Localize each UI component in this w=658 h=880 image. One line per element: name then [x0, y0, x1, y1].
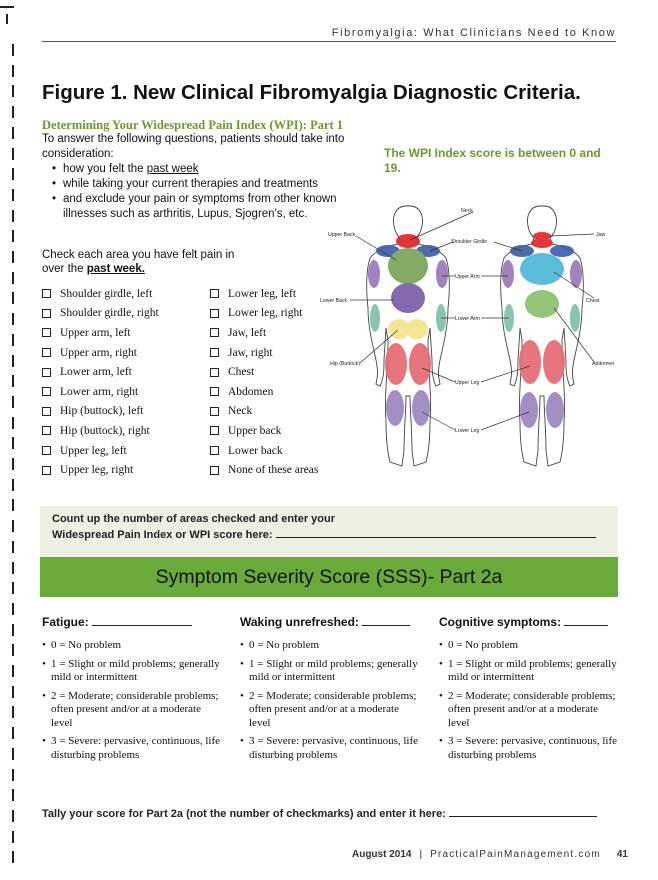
- margin-tick: [12, 624, 14, 636]
- checklist-label: Shoulder girdle, left: [60, 287, 153, 300]
- checklist-item[interactable]: [42, 460, 159, 480]
- leader-jaw: [550, 234, 594, 236]
- checkbox[interactable]: [210, 348, 219, 357]
- margin-tick: [12, 582, 14, 594]
- sss-option: • 1 = Slight or mild problems; generally mild or intermittent: [439, 658, 619, 685]
- tally-line: [42, 806, 597, 820]
- checklist-item[interactable]: [42, 382, 159, 402]
- sss-score-field[interactable]: [449, 806, 597, 817]
- checklist-label: Upper arm, left: [60, 326, 131, 339]
- region-upper-arm-left-front: [502, 260, 514, 288]
- sss-column-heading: [42, 614, 222, 629]
- checklist-label: Lower leg, left: [228, 287, 297, 300]
- margin-tick: [12, 499, 14, 511]
- margin-tick: [12, 665, 14, 677]
- sss-option: • 1 = Slight or mild problems; generally mild or intermittent: [42, 658, 222, 685]
- crop-mark: [0, 6, 14, 8]
- sss-option: • 0 = No problem: [42, 639, 222, 653]
- checkbox[interactable]: [42, 387, 51, 396]
- sss-answer-field[interactable]: [564, 614, 608, 626]
- checklist-label: Upper arm, right: [60, 346, 137, 359]
- sss-column: [240, 614, 420, 767]
- checkbox[interactable]: [42, 466, 51, 475]
- footer-site: PracticalPainManagement.com: [430, 849, 601, 860]
- region-upper-back: [388, 248, 428, 284]
- margin-tick: [12, 85, 14, 97]
- sss-options: [42, 639, 222, 762]
- checkbox[interactable]: [42, 368, 51, 377]
- checkbox[interactable]: [210, 368, 219, 377]
- wpi-bullet-text: how you felt the: [63, 163, 147, 175]
- checkbox[interactable]: [210, 309, 219, 318]
- margin-tick: [12, 831, 14, 843]
- checkbox[interactable]: [42, 348, 51, 357]
- label-lower-arm: Lower Arm: [455, 316, 480, 322]
- checklist-item[interactable]: [210, 304, 318, 324]
- checklist-label: Lower arm, left: [60, 366, 132, 379]
- wpi-bullet: • while taking your current therapies and treatments: [52, 177, 372, 192]
- label-neck: Neck: [461, 208, 473, 214]
- label-hip: Hip (Buttock): [330, 361, 360, 367]
- checklist-label: Shoulder girdle, right: [60, 307, 159, 320]
- margin-tick: [12, 168, 14, 180]
- checklist-item[interactable]: [42, 284, 159, 304]
- sss-heading-text: Fatigue:: [42, 615, 89, 629]
- margin-tick: [12, 437, 14, 449]
- header-rule: [42, 41, 616, 42]
- margin-tick: [12, 44, 14, 56]
- label-shoulder-girdle: Shoulder Girdle: [451, 239, 488, 245]
- label-abdomen: Abdomen: [592, 361, 615, 367]
- body-diagram: [318, 200, 640, 475]
- region-upper-leg-right-front: [543, 340, 565, 384]
- count-line-2: [52, 527, 618, 543]
- checklist-item[interactable]: [210, 362, 318, 382]
- checkbox[interactable]: [210, 328, 219, 337]
- footer-date: August 2014: [351, 849, 412, 860]
- margin-tick: [12, 769, 14, 781]
- checklist-label: Chest: [228, 366, 255, 379]
- sss-option: • 3 = Severe: pervasive, continuous, life disturbing problems: [439, 735, 619, 762]
- checklist-label: Jaw, left: [228, 326, 267, 339]
- label-jaw: Jaw: [596, 232, 606, 238]
- sss-options: [240, 639, 420, 762]
- label-chest: Chest: [586, 298, 600, 304]
- sss-option: • 2 = Moderate; considerable problems; often present and/or at a moderate level: [42, 690, 222, 731]
- region-hip-right-back: [406, 319, 428, 339]
- checklist-item[interactable]: [210, 323, 318, 343]
- footer-separator: |: [419, 849, 423, 860]
- checklist-item[interactable]: [210, 421, 318, 441]
- margin-tick: [12, 562, 14, 574]
- count-line-2-text: Widespread Pain Index or WPI score here:: [52, 529, 273, 541]
- label-upper-arm: Upper Arm: [455, 274, 480, 280]
- margin-tick: [12, 189, 14, 201]
- margin-tick: [12, 313, 14, 325]
- checklist-label: Neck: [228, 405, 253, 418]
- checklist-label: Upper leg, right: [60, 464, 134, 477]
- margin-tick: [12, 65, 14, 77]
- margin-tick: [12, 272, 14, 284]
- checklist-label: Upper back: [228, 424, 282, 437]
- margin-tick: [12, 851, 14, 863]
- sss-option: • 2 = Moderate; considerable problems; often present and/or at a moderate level: [439, 690, 619, 731]
- sss-option: • 2 = Moderate; considerable problems; often present and/or at a moderate level: [240, 690, 420, 731]
- region-upper-arm-left-back: [368, 260, 380, 288]
- sss-column-heading: [240, 614, 420, 629]
- margin-tick: [12, 251, 14, 263]
- label-upper-back: Upper Back: [328, 232, 356, 238]
- margin-tick: [12, 458, 14, 470]
- wpi-count-box: [40, 506, 618, 558]
- label-lower-back: Lower Back: [320, 298, 348, 304]
- checklist-label: Jaw, right: [228, 346, 273, 359]
- checkbox[interactable]: [210, 387, 219, 396]
- margin-tick: [12, 375, 14, 387]
- running-head: Fibromyalgia: What Clinicians Need to Know: [331, 27, 616, 39]
- region-lower-leg-right-front: [546, 392, 564, 428]
- checklist-label: Upper leg, left: [60, 444, 127, 457]
- checkbox[interactable]: [210, 446, 219, 455]
- checkbox[interactable]: [42, 426, 51, 435]
- checkbox[interactable]: [210, 426, 219, 435]
- checklist-item[interactable]: [210, 284, 318, 304]
- margin-tick: [12, 106, 14, 118]
- checklist-item[interactable]: [42, 343, 159, 363]
- wpi-heading: Determining Your Widespread Pain Index (WPI): Part 1: [42, 118, 344, 132]
- region-upper-arm-right-back: [436, 260, 448, 288]
- label-lower-leg: Lower Leg: [455, 428, 480, 434]
- check-prompt: [42, 248, 242, 276]
- region-lower-arm-left-back: [370, 304, 380, 332]
- sss-option: • 1 = Slight or mild problems; generally mild or intermittent: [240, 658, 420, 685]
- margin-tick: [12, 230, 14, 242]
- region-lower-arm-right-front: [570, 304, 580, 332]
- region-abdomen: [525, 290, 559, 318]
- checklist-label: Hip (buttock), left: [60, 405, 144, 418]
- check-prompt-text: Check each area you have felt pain in over the: [42, 249, 235, 275]
- margin-tick: [12, 396, 14, 408]
- checkbox[interactable]: [42, 309, 51, 318]
- sss-option: • 0 = No problem: [240, 639, 420, 653]
- margin-tick: [12, 748, 14, 760]
- region-neck-front: [531, 238, 553, 248]
- wpi-bullet: • and exclude your pain or symptoms from other known illnesses such as arthritis, Lupus, Sjogren's, etc.: [52, 192, 372, 222]
- checkbox[interactable]: [210, 407, 219, 416]
- wpi-bullet: [52, 162, 372, 177]
- past-week-emphasis: past week.: [86, 263, 145, 275]
- crop-mark: [6, 14, 8, 24]
- checklist-item[interactable]: [210, 402, 318, 422]
- sss-title-band: Symptom Severity Score (SSS)- Part 2a: [40, 557, 618, 597]
- sss-column: [439, 614, 619, 767]
- margin-tick: [12, 686, 14, 698]
- margin-tick: [12, 541, 14, 553]
- checklist-item[interactable]: [210, 441, 318, 461]
- region-shoulder-right-front: [550, 245, 574, 257]
- sss-column-heading: [439, 614, 619, 629]
- margin-tick: [12, 210, 14, 222]
- checklist-item[interactable]: [42, 362, 159, 382]
- margin-tick: [12, 292, 14, 304]
- region-chest: [520, 253, 564, 285]
- checklist-item[interactable]: [210, 382, 318, 402]
- margin-tick: [12, 603, 14, 615]
- margin-tick: [12, 355, 14, 367]
- checklist-item[interactable]: [42, 421, 159, 441]
- sss-options: [439, 639, 619, 762]
- margin-tick: [12, 706, 14, 718]
- past-week-emphasis: past week: [146, 163, 199, 175]
- region-lower-leg-left-back: [386, 390, 404, 426]
- region-neck-back: [396, 234, 420, 248]
- wpi-score-field[interactable]: [276, 527, 596, 538]
- region-upper-leg-left-front: [519, 340, 541, 384]
- margin-tick: [12, 644, 14, 656]
- margin-tick: [12, 127, 14, 139]
- sss-heading-text: Waking unrefreshed:: [240, 615, 359, 629]
- margin-tick: [12, 520, 14, 532]
- margin-tick: [12, 789, 14, 801]
- checklist-item[interactable]: [210, 460, 318, 480]
- sss-option: • 0 = No problem: [439, 639, 619, 653]
- margin-tick: [12, 810, 14, 822]
- checklist-item[interactable]: [42, 304, 159, 324]
- margin-tick: [12, 417, 14, 429]
- sss-option: • 3 = Severe: pervasive, continuous, life disturbing problems: [240, 735, 420, 762]
- region-upper-leg-left-back: [385, 343, 407, 385]
- checkbox[interactable]: [210, 289, 219, 298]
- region-lower-back: [391, 283, 425, 313]
- region-upper-leg-right-back: [409, 343, 431, 385]
- checklist-label: Abdomen: [228, 385, 274, 398]
- checklist-label: Lower arm, right: [60, 385, 139, 398]
- checkbox[interactable]: [42, 446, 51, 455]
- margin-tick: [12, 148, 14, 160]
- checklist-label: Hip (buttock), right: [60, 424, 150, 437]
- wpi-score-note: The WPI Index score is between 0 and 19.: [384, 146, 601, 175]
- checklist-item[interactable]: [42, 402, 159, 422]
- tally-text: Tally your score for Part 2a (not the number of checkmarks) and enter it here:: [42, 808, 446, 820]
- label-upper-leg: Upper Leg: [455, 380, 480, 386]
- checklist-label: Lower back: [228, 444, 283, 457]
- checklist-item[interactable]: [210, 343, 318, 363]
- checklist-item[interactable]: [42, 441, 159, 461]
- sss-column: [42, 614, 222, 767]
- sss-answer-field[interactable]: [362, 614, 410, 626]
- checkbox[interactable]: [42, 328, 51, 337]
- checkbox[interactable]: [210, 466, 219, 475]
- checkbox[interactable]: [42, 407, 51, 416]
- margin-tick: [12, 479, 14, 491]
- margin-tick: [12, 727, 14, 739]
- wpi-intro: To answer the following questions, patients should take into consideration:: [42, 133, 345, 160]
- region-lower-leg-left-front: [520, 392, 538, 428]
- checkbox[interactable]: [42, 289, 51, 298]
- sss-answer-field[interactable]: [92, 614, 192, 626]
- page-number: 41: [616, 849, 628, 860]
- checklist-left: [42, 284, 159, 480]
- region-lower-leg-right-back: [412, 390, 430, 426]
- figure-title: Figure 1. New Clinical Fibromyalgia Diagnostic Criteria.: [42, 81, 581, 104]
- checklist-item[interactable]: [42, 323, 159, 343]
- margin-tick: [12, 334, 14, 346]
- page-footer: [352, 849, 628, 860]
- checklist-label: None of these areas: [228, 464, 319, 477]
- checklist-right: [210, 284, 318, 480]
- count-line-1: Count up the number of areas checked and enter your: [52, 513, 335, 525]
- sss-heading-text: Cognitive symptoms:: [439, 615, 562, 629]
- checklist-label: Lower leg, right: [228, 307, 303, 320]
- sss-option: • 3 = Severe: pervasive, continuous, life disturbing problems: [42, 735, 222, 762]
